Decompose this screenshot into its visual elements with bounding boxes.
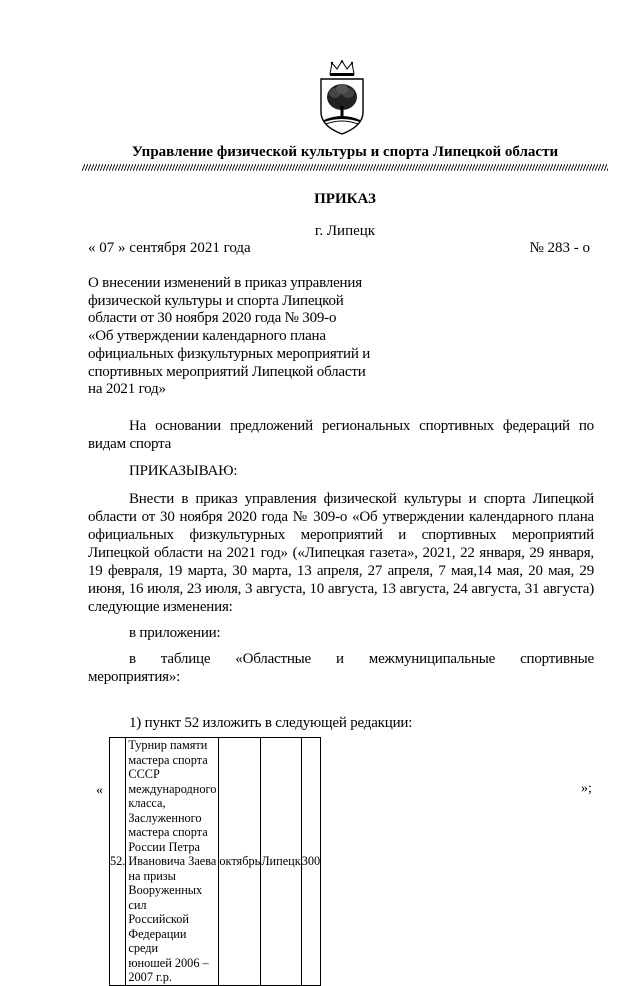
header-rule xyxy=(82,164,608,171)
amendment-paragraph: Внести в приказ управления физической культуры и спорта Липецкой области от 30 ноября 2020 года № 309-о «Об утверждении календарного плана официальных физкультурных мероприятий и спортивных мероприятий Липецкой области на 2021 год» («Липецкая газета», 2021, 22 января, 29 января, 19 февраля, 19 марта, 30 марта, 13 апреля, 27 апреля, 7 мая,14 мая, 20 мая, 29 июня, 16 июля, 23 июля, 3 августа, 10 августа, 13 августа, 24 августа, 31 августа) следующие изменения: xyxy=(88,491,594,615)
entry-name-line: России Петра Ивановича Заева xyxy=(128,839,217,868)
subject-line: официальных физкультурных мероприятий и xyxy=(88,345,371,362)
opening-quote: « xyxy=(96,783,103,798)
entry-participants-cell: 300 xyxy=(301,738,320,986)
entry-name-line: Заслуженного мастера спорта xyxy=(128,810,208,839)
document-city: г. Липецк xyxy=(314,223,376,239)
subject-line: «Об утверждении календарного плана xyxy=(88,328,326,345)
order-word: ПРИКАЗЫВАЮ: xyxy=(129,463,238,479)
amendment-paragraph-block xyxy=(88,490,594,616)
entry-city-cell: Липецк xyxy=(261,738,302,986)
subject-line: спортивных мероприятий Липецкой области xyxy=(88,363,366,380)
entry-month-cell: октябрь xyxy=(219,738,261,986)
entry-name-line: СССР международного класса, xyxy=(128,767,217,810)
date-number-line xyxy=(88,240,590,257)
annex-paragraph: в приложении: xyxy=(129,625,221,641)
entry-name-cell xyxy=(126,738,219,986)
table-reference-block xyxy=(88,650,594,686)
coat-of-arms-emblem xyxy=(318,60,366,138)
table-reference-line: в таблице «Областные и межмуниципальные спортивные xyxy=(129,651,594,667)
basis-paragraph: На основании предложений региональных спортивных федераций по видам спорта xyxy=(88,418,594,452)
subject-line: области от 30 ноября 2020 года № 309-о xyxy=(88,310,337,327)
entry-name-line: юношей 2006 – 2007 г.р. xyxy=(128,955,209,984)
item-paragraph-block xyxy=(88,714,594,732)
table-row xyxy=(110,738,321,986)
entry-name-line: Турнир памяти мастера спорта xyxy=(128,738,208,767)
annex-paragraph-block xyxy=(88,624,594,642)
closing-quote: »; xyxy=(581,781,592,796)
entry-name-line: на призы Вооруженных сил xyxy=(128,868,203,912)
entry-table xyxy=(109,737,321,986)
document-subject xyxy=(88,275,398,399)
organization-title: Управление физической культуры и спорта Липецкой области xyxy=(131,144,559,160)
document-number: № 283 - о xyxy=(529,240,590,256)
subject-line: на 2021 год» xyxy=(88,381,166,398)
order-word-block xyxy=(88,462,594,480)
document-type-title: ПРИКАЗ xyxy=(314,191,376,207)
entry-name-line: Российской Федерации среди xyxy=(128,912,189,955)
table-reference-continuation: мероприятия»: xyxy=(88,669,181,685)
basis-paragraph-block xyxy=(88,417,594,453)
subject-line: О внесении изменений в приказ управления xyxy=(88,275,362,291)
item-paragraph: 1) пункт 52 изложить в следующей редакции: xyxy=(129,715,413,731)
document-date: « 07 » сентября 2021 года xyxy=(88,240,251,256)
entry-number-cell: 52. xyxy=(110,738,126,986)
subject-line: физической культуры и спорта Липецкой xyxy=(88,292,344,309)
